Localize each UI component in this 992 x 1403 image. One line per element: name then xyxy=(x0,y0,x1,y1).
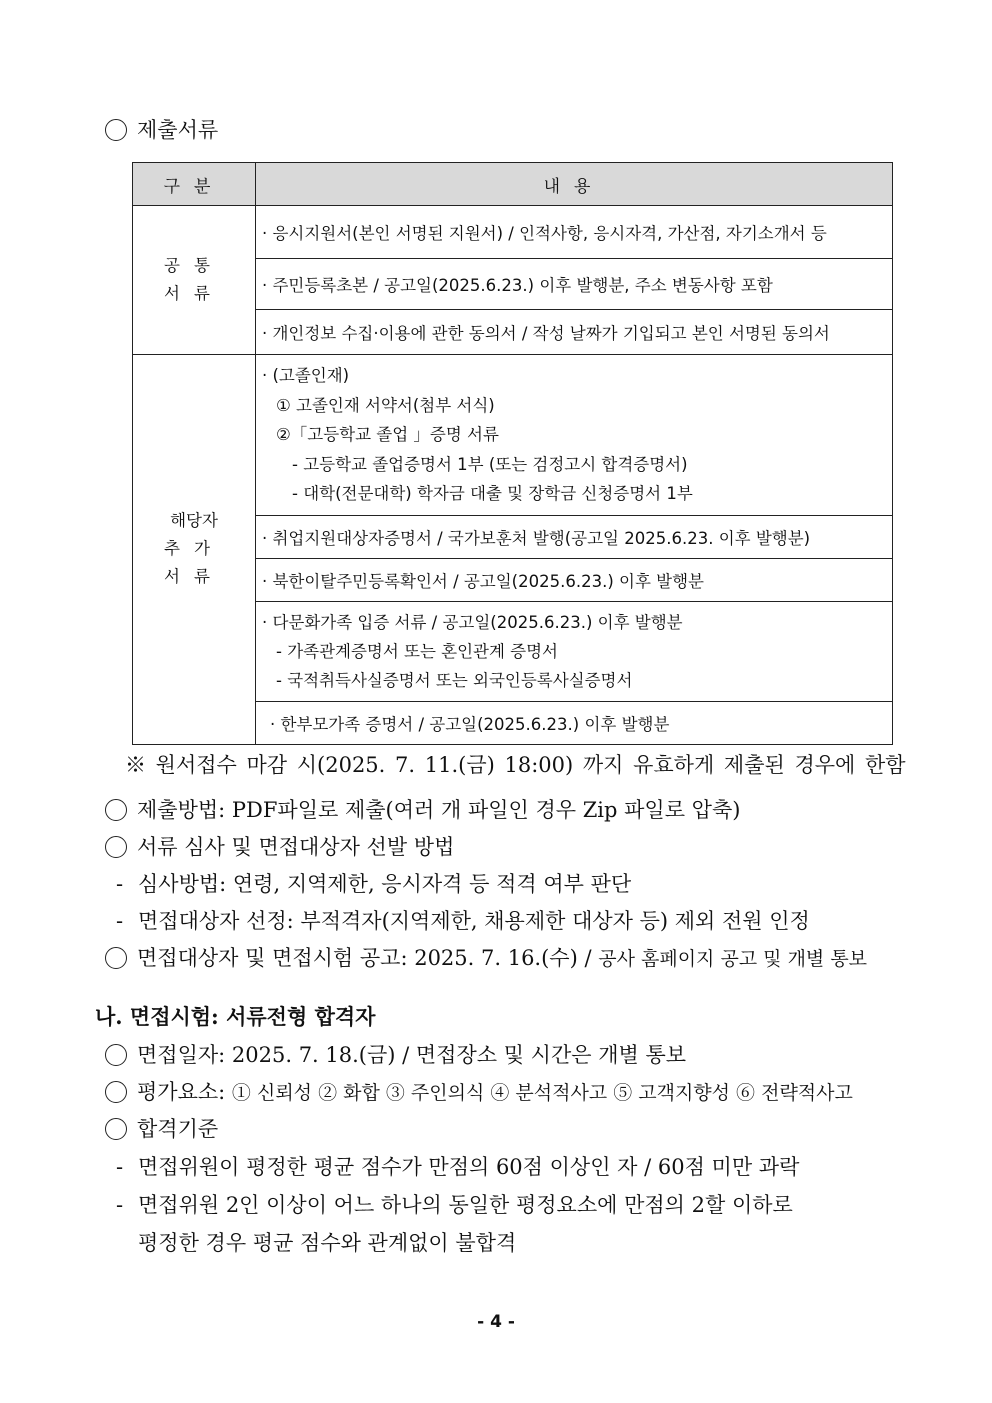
category-label: 추가 xyxy=(164,539,224,559)
factors-label: 평가요소: xyxy=(137,1080,226,1104)
criteria-item: - 면접위원이 평정한 평균 점수가 만점의 60점 이상인 자 / 60점 미만 과락 xyxy=(116,1155,800,1179)
announcement-text: 면접대상자 및 면접시험 공고: 2025. 7. 16.(수) / xyxy=(137,946,592,970)
list-item: - 대학(전문대학) 학자금 대출 및 장학금 신청증명서 1부 xyxy=(292,484,693,503)
submission-method xyxy=(105,796,740,824)
category-additional xyxy=(133,355,256,745)
table-cell-multicultural xyxy=(256,601,893,701)
table-cell: · 취업지원대상자증명서 / 국가보훈처 발행(공고일 2025.6.23. 이후 발행분) xyxy=(256,515,893,558)
criteria-heading xyxy=(105,1115,218,1143)
table-cell: · 개인정보 수집·이용에 관한 동의서 / 작성 날짜가 기입되고 본인 서명된 동의서 xyxy=(256,310,893,355)
header-content: 내용 xyxy=(256,163,893,206)
submission-method-text: 제출방법: PDF파일로 제출(여러 개 파일인 경우 Zip 파일로 압축) xyxy=(137,798,741,822)
circle-bullet-icon xyxy=(105,799,127,821)
circle-bullet-icon xyxy=(105,119,127,141)
table-cell: · 한부모가족 증명서 / 공고일(2025.6.23.) 이후 발행분 xyxy=(256,701,893,744)
list-item: · 다문화가족 입증 서류 / 공고일(2025.6.23.) 이후 발행분 xyxy=(262,612,683,632)
circle-bullet-icon xyxy=(105,947,127,969)
screening-item-text: 심사방법: 연령, 지역제한, 응시자격 등 적격 여부 판단 xyxy=(138,872,632,896)
section-title: 제출서류 xyxy=(137,118,219,142)
documents-table xyxy=(132,162,893,745)
screening-item: - 심사방법: 연령, 지역제한, 응시자격 등 적격 여부 판단 xyxy=(116,872,632,896)
list-item: - 국적취득사실증명서 또는 외국인등록사실증명서 xyxy=(276,670,633,690)
table-row xyxy=(133,355,893,516)
criteria-item-text: 면접위원이 평정한 평균 점수가 만점의 60점 이상인 자 / 60점 미만 과락 xyxy=(138,1155,800,1179)
screening-item-text: 면접대상자 선정: 부적격자(지역제한, 채용제한 대상자 등) 제외 전원 인정 xyxy=(138,909,810,933)
interview-date xyxy=(105,1041,686,1069)
table-cell: · 주민등록초본 / 공고일(2025.6.23.) 이후 발행분, 주소 변동사항 포함 xyxy=(256,259,893,310)
list-item: - 고등학교 졸업증명서 1부 (또는 검정고시 합격증명서) xyxy=(292,454,688,474)
list-item: ②「고등학교 졸업 」증명 서류 xyxy=(276,425,499,444)
note-text: ※ 원서접수 마감 시(2025. 7. 11.(금) 18:00) 까지 유효하게 제출된 경우에 한함 xyxy=(125,753,906,777)
circle-bullet-icon xyxy=(105,1081,127,1103)
category-common xyxy=(133,206,256,355)
criteria-item-text: 면접위원 2인 이상이 어느 하나의 동일한 평정요소에 만점의 2할 이하로 xyxy=(138,1193,793,1217)
page-number: - 4 - xyxy=(477,1312,515,1332)
category-label: 서류 xyxy=(164,284,224,303)
criteria-title: 합격기준 xyxy=(137,1117,219,1141)
circle-bullet-icon xyxy=(105,1044,127,1066)
table-cell-highschool xyxy=(256,355,893,516)
criteria-item-continued: 평정한 경우 평균 점수와 관계없이 불합격 xyxy=(138,1231,517,1255)
circle-bullet-icon xyxy=(105,836,127,858)
screening-title: 서류 심사 및 면접대상자 선발 방법 xyxy=(137,835,455,859)
table-cell: · 응시지원서(본인 서명된 지원서) / 인적사항, 응시자격, 가산점, 자기소개서 등 xyxy=(256,206,893,259)
table-header-row xyxy=(133,163,893,206)
circle-bullet-icon xyxy=(105,1118,127,1140)
list-item: ① 고졸인재 서약서(첨부 서식) xyxy=(276,395,495,415)
criteria-item: - 면접위원 2인 이상이 어느 하나의 동일한 평정요소에 만점의 2할 이하로 xyxy=(116,1193,793,1217)
section-heading-documents xyxy=(105,116,218,144)
evaluation-factors xyxy=(105,1078,853,1107)
header-category: 구분 xyxy=(133,163,256,206)
category-label: 해당자 xyxy=(170,511,218,531)
list-item: · (고졸인재) xyxy=(262,366,350,385)
interview-date-text: 면접일자: 2025. 7. 18.(금) / 면접장소 및 시간은 개별 통보 xyxy=(137,1043,687,1067)
list-item: - 가족관계증명서 또는 혼인관계 증명서 xyxy=(276,641,558,661)
category-label: 서류 xyxy=(164,567,224,587)
table-cell: · 북한이탈주민등록확인서 / 공고일(2025.6.23.) 이후 발행분 xyxy=(256,558,893,601)
screening-item: - 면접대상자 선정: 부적격자(지역제한, 채용제한 대상자 등) 제외 전원 인정 xyxy=(116,909,810,933)
category-label: 공통 xyxy=(164,256,224,275)
screening-heading xyxy=(105,833,454,861)
section-b-heading: 나. 면접시험: 서류전형 합격자 xyxy=(95,1004,376,1029)
announcement-tail: 공사 홈페이지 공고 및 개별 통보 xyxy=(598,948,868,970)
table-row xyxy=(133,206,893,259)
factors-list: ① 신뢰성 ② 화합 ③ 주인의식 ④ 분석적사고 ⑤ 고객지향성 ⑥ 전략적사고 xyxy=(231,1082,853,1104)
announcement xyxy=(105,944,867,973)
